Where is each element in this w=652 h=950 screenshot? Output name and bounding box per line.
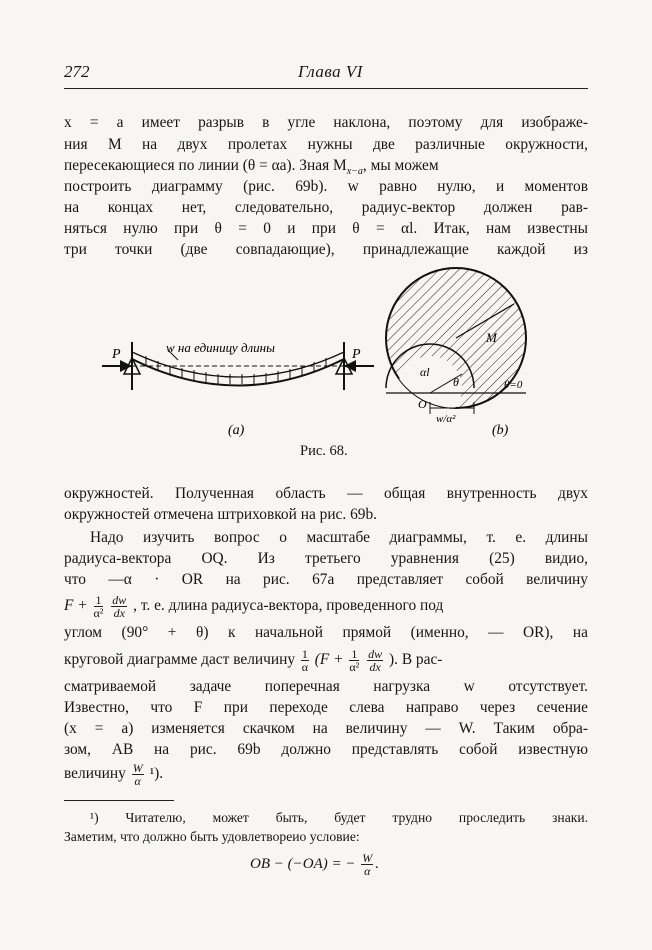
fraction: $\frac{dw}{dx}$ [368, 647, 383, 674]
text-line: Известно, что F при переходе слева направо через сечение [64, 699, 588, 716]
fraction: $\frac{W}{\alpha}$ [132, 761, 143, 788]
text-line: построить диаграмму (рис. 69b). w равно нулю, и моментов [64, 178, 588, 195]
text-span: , т. е. длина радиуса-вектора, проведенного под [133, 597, 444, 615]
chapter-title: Глава VI [298, 62, 363, 81]
text-line: x = a имеет разрыв в угле наклона, поэтому для изображе- [64, 114, 588, 131]
text-span: ). В рас- [389, 651, 443, 669]
label-alpha-l: αl [420, 365, 430, 379]
figure-caption: Рис. 68. [300, 443, 348, 459]
text-line [64, 762, 588, 790]
text-span: , мы можем [362, 157, 439, 174]
force-label-left: P [112, 347, 121, 362]
text-line: сматриваемой задаче поперечная нагрузка w отсутствует. [64, 678, 588, 695]
text-line: три точки (две совпадающие), принадлежащие каждой из [64, 241, 588, 258]
text-line: что —α · OR на рис. 67a представляет собой величину [64, 571, 588, 588]
label-O: O [418, 397, 427, 411]
text-line: окружностей отмечена штриховкой на рис. 69b. [64, 506, 378, 523]
label-theta: θ [453, 375, 459, 389]
text-span: . [375, 855, 379, 872]
circle-diagram [386, 268, 526, 438]
text-line: зом, AB на рис. 69b должно представлять собой известную [64, 741, 588, 758]
text-span: F + [64, 597, 88, 615]
text-line [64, 648, 588, 676]
text-span: ¹). [149, 765, 164, 783]
text-span: (F + [314, 651, 344, 669]
text-line: на концах нет, следовательно, радиус-вектор должен рав- [64, 199, 588, 216]
text-line: радиуса-вектора OQ. Из третьего уравнения (25) видио, [64, 550, 588, 567]
text-span: OB − (−OA) = − [250, 855, 356, 872]
text-line [64, 594, 588, 622]
footnote-line: ¹) Читателю, может быть, будет трудно проследить знаки. [90, 810, 588, 825]
text-span: величину [64, 765, 126, 783]
label-w-alpha: w/α² [436, 413, 456, 425]
force-label-right: P [352, 347, 361, 362]
label-M: M [486, 330, 497, 345]
fraction: $\frac{1}{\text{α²}}$ [349, 647, 360, 674]
page-header [64, 62, 588, 89]
footnote-line: Заметим, что должно быть удовлетвореио условие: [64, 829, 360, 844]
text-span: круговой диаграмме даст величину [64, 651, 296, 669]
label-theta-0: θ=0 [504, 379, 523, 391]
fraction: $\frac{dw}{dx}$ [112, 593, 127, 620]
label-b: (b) [492, 423, 509, 438]
text-line: ния M на двух пролетах нужны две различные окружности, [64, 136, 588, 153]
label-a: (a) [228, 423, 245, 438]
text-span: пересекающиеся по линии (θ = αa). Зная M [64, 157, 347, 174]
fraction: $\frac{1}{\alpha}$ [301, 647, 309, 674]
subscript: x−a [346, 166, 363, 178]
text-line: няться нулю при θ = 0 и при θ = αl. Итак, нам известны [64, 220, 588, 237]
beam-curve [132, 359, 344, 386]
footnote-rule [64, 800, 174, 801]
text-line: окружностей. Полученная область — общая внутренность двух [64, 485, 588, 502]
page-number: 272 [64, 62, 90, 81]
beam-diagram [102, 340, 374, 438]
text-line: углом (90° + θ) к начальной прямой (именно, — OR), на [64, 624, 588, 641]
figure-68 [90, 262, 540, 442]
text-line: Надо изучить вопрос о масштабе диаграммы, т. е. длины [90, 529, 588, 546]
fraction: $\frac{W}{\alpha}$ [362, 851, 373, 878]
footnote-formula [250, 852, 379, 877]
fraction: $\frac{1}{\text{α²}}$ [93, 593, 104, 620]
text-line: (x = a) изменяется скачком на величину — W. Таким обра- [64, 720, 588, 737]
load-label: w на единицу длины [166, 340, 275, 355]
